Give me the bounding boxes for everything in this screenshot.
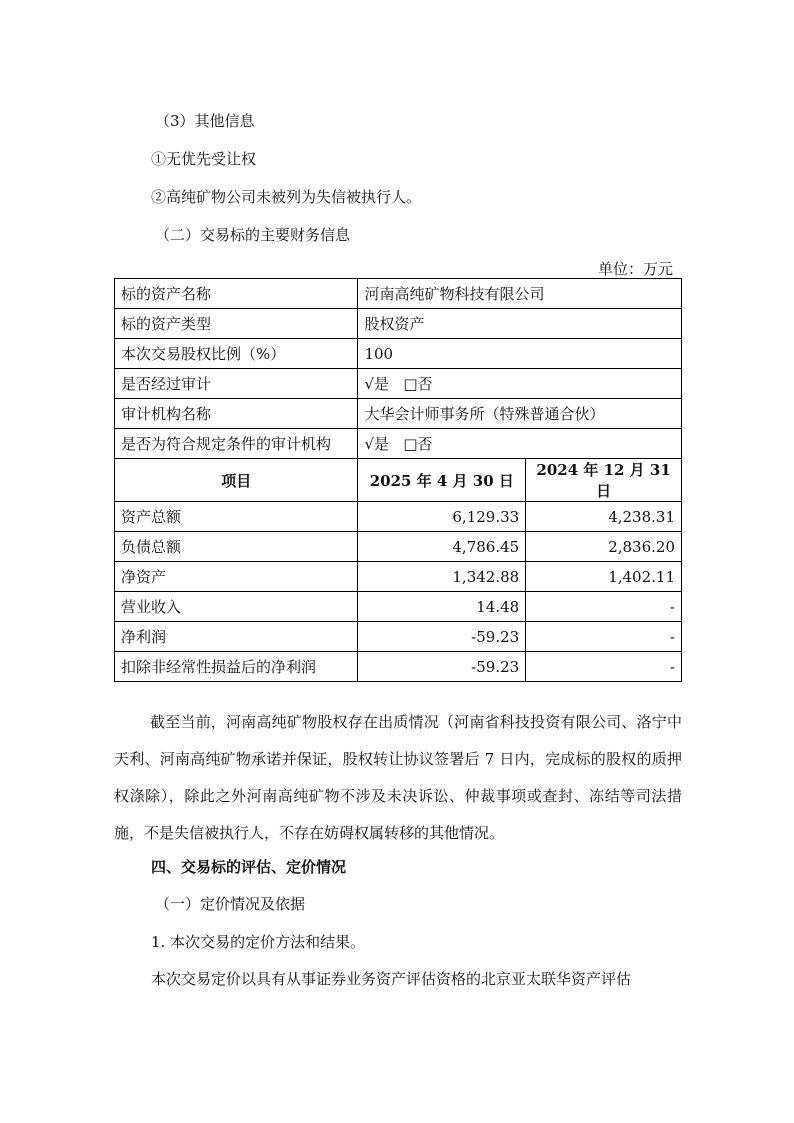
table-row	[115, 502, 682, 532]
heading-other-info: （3）其他信息	[155, 112, 255, 130]
row-item: 资产总额	[115, 502, 358, 532]
header-item: 项目	[115, 459, 358, 502]
table-row	[115, 652, 682, 682]
row-value: 股权资产	[358, 309, 682, 339]
item-pricing-method: 1. 本次交易的定价方法和结果。	[151, 933, 366, 951]
value-2025: 4,786.45	[358, 532, 526, 562]
heading-financial-info: （二）交易标的主要财务信息	[155, 226, 351, 244]
item-not-dishonest: ②高纯矿物公司未被列为失信被执行人。	[151, 188, 422, 206]
header-2025: 2025 年 4 月 30 日	[358, 459, 526, 502]
pricing-paragraph-start: 本次交易定价以具有从事证券业务资产评估资格的北京亚太联华资产评估	[151, 970, 632, 988]
pledge-paragraph: 截至当前，河南高纯矿物股权存在出质情况（河南省科技投资有限公司、洛宁中天利、河南高纯矿物承诺并保证，股权转让协议签署后 7 日内，完成标的股权的质押权涤除），除此之外河南高纯矿物不涉及未决诉讼、仲裁事项或查封、冻结等司法措施，不是失信被执行人，不存在妨碍权属转移的其他情况。	[114, 713, 682, 842]
row-item: 净利润	[115, 622, 358, 652]
value-2024: -	[526, 622, 682, 652]
value-2024: 1,402.11	[526, 562, 682, 592]
value-2025: -59.23	[358, 622, 526, 652]
table-row	[115, 429, 682, 459]
row-value: 大华会计师事务所（特殊普通合伙）	[358, 399, 682, 429]
value-2025: 1,342.88	[358, 562, 526, 592]
row-label: 是否为符合规定条件的审计机构	[115, 429, 358, 459]
table-row	[115, 399, 682, 429]
financial-table	[114, 278, 682, 682]
row-label: 标的资产名称	[115, 279, 358, 309]
value-2025: 6,129.33	[358, 502, 526, 532]
table-row	[115, 592, 682, 622]
value-2024: -	[526, 592, 682, 622]
row-value: √是 □否	[358, 369, 682, 399]
table-header-row	[115, 459, 682, 502]
unit-label: 单位：万元	[597, 260, 673, 278]
value-2025: 14.48	[358, 592, 526, 622]
table-row	[115, 562, 682, 592]
value-2024: 4,238.31	[526, 502, 682, 532]
header-2024: 2024 年 12 月 31 日	[526, 459, 682, 502]
heading-pricing-basis: （一）定价情况及依据	[155, 895, 306, 913]
row-label: 是否经过审计	[115, 369, 358, 399]
item-no-preemptive: ①无优先受让权	[151, 150, 257, 168]
table-row	[115, 339, 682, 369]
value-2024: -	[526, 652, 682, 682]
heading-valuation: 四、交易标的评估、定价情况	[151, 858, 347, 876]
row-value: 河南高纯矿物科技有限公司	[358, 279, 682, 309]
table-row	[115, 369, 682, 399]
row-value: 100	[358, 339, 682, 369]
row-item: 负债总额	[115, 532, 358, 562]
row-item: 扣除非经常性损益后的净利润	[115, 652, 358, 682]
value-2025: -59.23	[358, 652, 526, 682]
table-row	[115, 279, 682, 309]
row-value: √是 □否	[358, 429, 682, 459]
table-row	[115, 532, 682, 562]
table-row	[115, 622, 682, 652]
value-2024: 2,836.20	[526, 532, 682, 562]
row-item: 净资产	[115, 562, 358, 592]
table-row	[115, 309, 682, 339]
row-label: 审计机构名称	[115, 399, 358, 429]
row-label: 标的资产类型	[115, 309, 358, 339]
row-label: 本次交易股权比例（%）	[115, 339, 358, 369]
row-item: 营业收入	[115, 592, 358, 622]
